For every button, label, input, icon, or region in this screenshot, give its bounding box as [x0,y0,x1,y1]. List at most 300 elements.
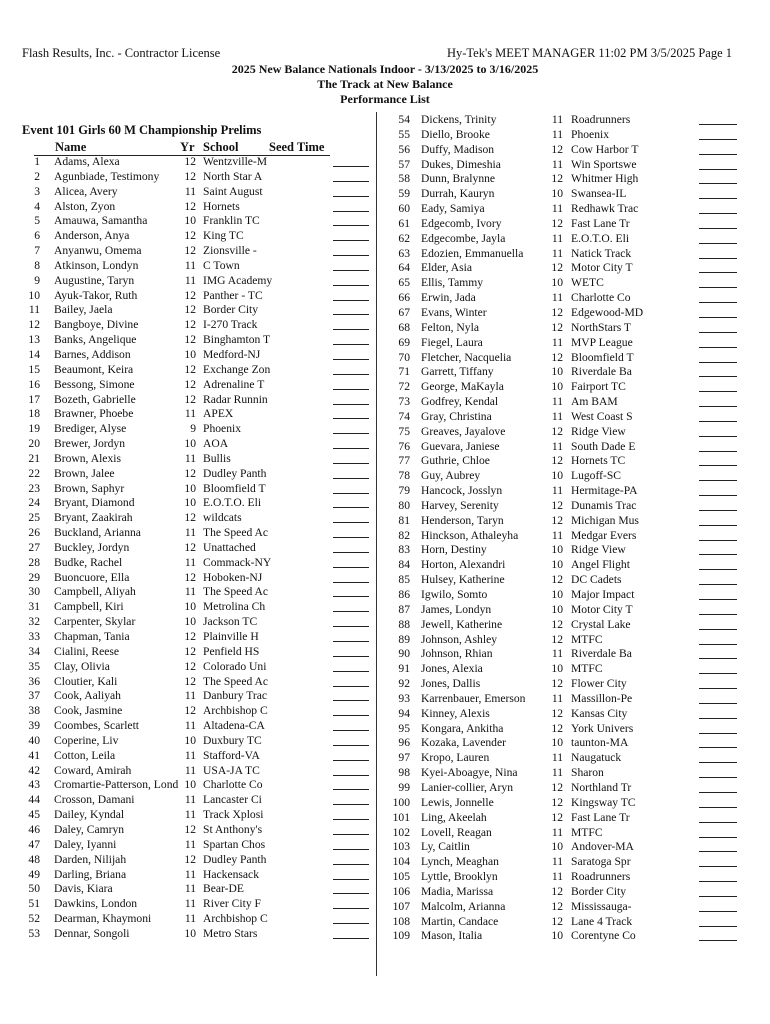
seed-time-blank [699,454,737,466]
athlete-school: Stafford-VA [203,748,260,762]
athlete-name: Henderson, Taryn [421,513,504,527]
athlete-school: Sharon [571,766,604,780]
athlete-year: 11 [184,748,196,762]
athlete-name: Duffy, Madison [421,142,495,156]
entry-number: 82 [398,528,410,542]
entry-number: 108 [392,914,410,928]
entry-number: 45 [28,808,40,822]
entry-number: 40 [28,733,40,747]
athlete-name: Lewis, Jonnelle [421,795,494,809]
athlete-year: 12 [184,169,196,183]
seed-time-blank [699,128,737,140]
entry-number: 75 [398,424,410,438]
entry-number: 17 [28,392,40,406]
entry-number: 107 [392,899,410,913]
entry-number: 65 [398,276,410,290]
entry-number: 51 [28,897,40,911]
athlete-year: 11 [551,528,563,542]
entry-number: 35 [28,659,40,673]
athlete-year: 10 [184,733,196,747]
seed-time-blank [699,870,737,882]
seed-time-blank [699,247,737,259]
seed-time-blank [699,588,737,600]
seed-time-blank [333,615,369,627]
athlete-year: 12 [551,810,563,824]
athlete-name: Budke, Rachel [54,555,123,569]
seed-time-blank [333,734,369,746]
athlete-year: 11 [184,837,196,851]
entry-number: 68 [398,320,410,334]
athlete-name: Chapman, Tania [54,630,130,643]
athlete-name: Darling, Briana [54,867,127,881]
entry-number: 28 [28,555,40,569]
seed-time-blank [699,143,737,155]
athlete-name: Brown, Jalee [54,466,115,480]
athlete-school: MTFC [571,662,603,676]
athlete-year: 12 [184,333,196,347]
athlete-year: 12 [551,142,563,156]
entry-number: 95 [398,721,410,735]
athlete-name: Augustine, Taryn [54,273,135,287]
athlete-school: Major Impact [571,588,635,601]
entry-number: 92 [398,677,410,691]
entry-number: 88 [398,617,410,631]
athlete-year: 10 [551,602,563,616]
athlete-name: Dailey, Kyndal [54,808,125,822]
license-text: Flash Results, Inc. - Contractor License [22,46,221,60]
athlete-year: 11 [551,246,563,260]
seed-time-blank [333,645,369,657]
seed-time-blank [699,603,737,615]
seed-time-blank [333,407,369,419]
athlete-school: Border City [203,303,259,317]
athlete-year: 10 [551,558,563,572]
athlete-year: 12 [184,540,196,554]
entry-number: 29 [28,570,40,584]
athlete-name: Erwin, Jada [421,291,476,305]
entry-number: 86 [398,588,410,601]
entry-number: 89 [398,632,410,646]
athlete-name: Godfrey, Kendal [421,395,499,409]
entry-number: 56 [398,142,410,156]
athlete-year: 10 [184,926,196,940]
athlete-name: Cromartie-Patterson, Lond [54,778,179,792]
athlete-school: Roadrunners [571,113,631,126]
athlete-school: Dunamis Trac [571,498,637,512]
entry-number: 12 [28,318,40,332]
athlete-year: 12 [551,216,563,230]
seed-time-blank [333,496,369,508]
athlete-name: Malcolm, Arianna [421,899,506,913]
entry-number: 67 [398,305,410,319]
athlete-school: Ridge View [571,543,626,557]
athlete-school: Hornets [203,199,240,213]
athlete-school: Northland Tr [571,780,632,794]
athlete-name: Dickens, Trinity [421,113,497,126]
athlete-school: Unattached [203,540,256,554]
athlete-name: Durrah, Kauryn [421,187,495,201]
athlete-name: Lovell, Reagan [421,825,492,839]
seed-time-blank [699,677,737,689]
athlete-school: Zionsville - [203,244,257,258]
entry-number: 72 [398,380,410,394]
athlete-school: Motor City T [571,602,633,616]
seed-time-blank [333,675,369,687]
entry-number: 20 [28,437,40,451]
seed-time-blank [333,452,369,464]
athlete-name: Ayuk-Takor, Ruth [54,288,138,302]
athlete-year: 11 [551,231,563,245]
seed-time-blank [699,766,737,778]
seed-time-blank [699,558,737,570]
athlete-name: Buckley, Jordyn [54,540,130,554]
athlete-school: Fast Lane Tr [571,216,630,230]
seed-time-blank [333,764,369,776]
entry-number: 52 [28,912,40,926]
athlete-school: Win Sportswe [571,157,637,171]
seed-time-blank [333,823,369,835]
seed-time-blank [333,155,369,167]
seed-time-blank [333,170,369,182]
athlete-year: 12 [551,795,563,809]
entry-number: 31 [28,600,40,614]
athlete-school: Fairport TC [571,380,626,394]
entry-number: 66 [398,291,410,305]
athlete-year: 11 [551,127,563,141]
athlete-year: 12 [551,172,563,186]
athlete-year: 11 [184,808,196,822]
athlete-school: Angel Flight [571,558,630,572]
athlete-name: Elder, Asia [421,261,473,275]
seed-time-blank [699,336,737,348]
entry-number: 47 [28,837,40,851]
athlete-name: Kinney, Alexis [421,706,490,720]
entry-number: 9 [34,273,40,287]
athlete-year: 12 [551,780,563,794]
athlete-name: Brediger, Alyse [54,422,127,436]
athlete-year: 10 [184,615,196,629]
athlete-school: IMG Academy [203,273,273,287]
entry-number: 21 [28,451,40,465]
seed-time-blank [333,927,369,939]
athlete-year: 11 [551,113,563,126]
athlete-school: Massillon-Pe [571,691,633,705]
athlete-school: Bullis [203,451,231,465]
athlete-school: Lancaster Ci [203,793,262,807]
athlete-year: 11 [184,555,196,569]
athlete-year: 12 [184,199,196,213]
seed-time-blank [699,217,737,229]
athlete-name: Eady, Samiya [421,202,485,216]
athlete-school: Whitmer High [571,172,639,186]
athlete-school: South Dade E [571,439,636,453]
entry-number: 60 [398,202,410,216]
entry-number: 16 [28,377,40,391]
athlete-year: 11 [551,439,563,453]
athlete-school: Bear-DE [203,882,244,896]
athlete-year: 9 [190,422,196,436]
athlete-name: Cook, Aaliyah [54,689,121,703]
entry-number: 7 [34,244,40,258]
athlete-name: Brawner, Phoebe [54,407,134,421]
athlete-school: Wentzville-M [203,155,268,168]
entry-number: 100 [392,795,410,809]
athlete-year: 11 [184,258,196,272]
athlete-school: AOA [203,437,229,451]
athlete-school: River City F [203,897,261,911]
seed-time-blank [333,689,369,701]
athlete-name: Brown, Alexis [54,451,121,465]
athlete-name: Jewell, Katherine [421,617,503,631]
athlete-year: 12 [184,318,196,332]
seed-time-blank [699,781,737,793]
athlete-year: 11 [551,647,563,661]
athlete-year: 11 [184,451,196,465]
entry-number: 90 [398,647,410,661]
entry-number: 62 [398,231,410,245]
athlete-school: Hoboken-NJ [203,570,263,584]
seed-time-blank [699,529,737,541]
seed-time-blank [333,393,369,405]
entry-number: 42 [28,763,40,777]
athlete-year: 11 [184,867,196,881]
athlete-school: West Coast S [571,409,633,423]
entry-number: 71 [398,365,410,379]
athlete-name: Evans, Winter [421,305,487,319]
entry-number: 64 [398,261,410,275]
meet-manager-header: Hy-Tek's MEET MANAGER 11:02 PM 3/5/2025 Page 1 [446,46,732,60]
athlete-year: 12 [551,305,563,319]
athlete-name: Bailey, Jaela [54,303,113,317]
entry-number: 25 [28,511,40,525]
athlete-name: Lynch, Meaghan [421,855,499,869]
seed-time-blank [699,929,737,941]
seed-time-blank [333,318,369,330]
entry-number: 8 [34,258,40,272]
entry-number: 43 [28,778,40,792]
entry-number: 32 [28,615,40,629]
athlete-school: Saratoga Spr [571,855,631,869]
athlete-school: Hornets TC [571,454,626,468]
athlete-name: Hinckson, Athaleyha [421,528,519,542]
entry-number: 99 [398,780,410,794]
athlete-year: 10 [551,187,563,201]
seed-time-blank [699,113,737,125]
entry-number: 46 [28,822,40,836]
entry-number: 23 [28,481,40,495]
athlete-year: 11 [184,407,196,421]
seed-time-blank [699,499,737,511]
athlete-name: James, Londyn [421,602,492,616]
seed-time-blank [333,348,369,360]
column-header-school: School [203,140,239,154]
athlete-school: Mississauga- [571,899,632,913]
athlete-year: 10 [551,929,563,943]
seed-time-blank [333,422,369,434]
athlete-school: Roadrunners [571,870,631,884]
athlete-name: Barnes, Addison [54,347,131,361]
seed-time-blank [333,185,369,197]
athlete-name: George, MaKayla [421,380,504,394]
athlete-year: 12 [551,424,563,438]
seed-time-blank [333,660,369,672]
athlete-school: Border City [571,884,627,898]
athlete-school: The Speed Ac [203,674,269,688]
seed-time-blank [699,410,737,422]
athlete-name: Guy, Aubrey [421,469,481,483]
athlete-year: 12 [184,570,196,584]
athlete-name: Daley, Iyanni [54,837,117,851]
athlete-school: Corentyne Co [571,929,636,943]
athlete-school: Track Xplosi [203,808,264,822]
athlete-name: Dunn, Bralynne [421,172,496,186]
entry-number: 34 [28,644,40,658]
athlete-name: Hancock, Josslyn [421,484,503,498]
seed-time-blank [333,526,369,538]
seed-time-blank [699,915,737,927]
athlete-school: The Speed Ac [203,585,269,599]
entry-number: 81 [398,513,410,527]
athlete-school: Danbury Trac [203,689,268,703]
athlete-name: Alston, Zyon [54,199,116,213]
athlete-school: Archbishop C [203,704,268,718]
entry-number: 10 [28,288,40,302]
athlete-year: 11 [184,912,196,926]
seed-time-blank [699,232,737,244]
athlete-year: 10 [184,600,196,614]
seed-time-blank [699,722,737,734]
athlete-name: Agunbiade, Testimony [54,169,160,183]
entry-number: 1 [34,155,40,168]
entry-number: 5 [34,214,40,228]
athlete-year: 12 [551,617,563,631]
athlete-school: Kingsway TC [571,795,636,809]
athlete-year: 11 [184,689,196,703]
seed-time-blank [699,380,737,392]
athlete-year: 12 [184,659,196,673]
athlete-name: Clay, Olivia [54,659,110,673]
athlete-name: Alicea, Avery [54,184,118,198]
athlete-school: Andover-MA [571,840,634,854]
seed-time-blank [699,187,737,199]
athlete-school: Cow Harbor T [571,142,639,156]
entry-number: 13 [28,333,40,347]
athlete-year: 12 [551,261,563,275]
entry-number: 38 [28,704,40,718]
athlete-year: 12 [551,320,563,334]
entry-number: 39 [28,719,40,733]
athlete-school: MTFC [571,825,603,839]
entry-number: 80 [398,498,410,512]
athlete-school: Fast Lane Tr [571,810,630,824]
athlete-name: Kyei-Aboagye, Nina [421,766,518,780]
column-header-yr: Yr [180,140,195,154]
athlete-school: Saint August [203,184,263,198]
athlete-year: 10 [551,736,563,750]
seed-time-blank [699,647,737,659]
athlete-year: 12 [184,852,196,866]
seed-time-blank [699,514,737,526]
athlete-school: Lane 4 Track [571,914,633,928]
seed-time-blank [699,826,737,838]
athlete-year: 11 [551,202,563,216]
athlete-school: APEX [203,407,234,421]
athlete-year: 10 [551,276,563,290]
athlete-school: Michigan Mus [571,513,639,527]
athlete-year: 11 [184,897,196,911]
seed-time-blank [699,291,737,303]
athlete-year: 12 [184,704,196,718]
athlete-year: 12 [551,454,563,468]
athlete-name: Edozien, Emmanuella [421,246,524,260]
athlete-name: Karrenbauer, Emerson [421,691,526,705]
athlete-school: I-270 Track [203,318,258,332]
seed-time-blank [333,467,369,479]
athlete-name: Mason, Italia [421,929,483,943]
seed-time-blank [333,482,369,494]
seed-time-blank [699,469,737,481]
athlete-name: Ellis, Tammy [421,276,484,290]
entry-number: 77 [398,454,410,468]
entry-number: 44 [28,793,40,807]
athlete-name: Amauwa, Samantha [54,214,148,228]
athlete-name: Johnson, Rhian [421,647,493,661]
athlete-year: 11 [184,273,196,287]
seed-time-blank [333,511,369,523]
entry-number: 83 [398,543,410,557]
entry-number: 22 [28,466,40,480]
athlete-school: USA-JA TC [203,763,260,777]
athlete-school: Bloomfield T [203,481,266,495]
athlete-year: 12 [551,914,563,928]
athlete-year: 11 [184,719,196,733]
athlete-year: 12 [551,721,563,735]
athlete-name: Edgecombe, Jayla [421,231,506,245]
athlete-name: Kozaka, Lavender [421,736,506,750]
meet-title: 2025 New Balance Nationals Indoor - 3/13/2025 to 3/16/2025 [231,62,539,76]
seed-time-blank [333,853,369,865]
athlete-name: Beaumont, Keira [54,362,134,376]
athlete-year: 10 [184,481,196,495]
athlete-school: Hackensack [203,867,260,881]
athlete-year: 11 [184,585,196,599]
athlete-year: 11 [184,526,196,540]
athlete-school: Charlotte Co [203,778,263,792]
seed-time-blank [333,600,369,612]
athlete-school: Duxbury TC [203,733,262,747]
athlete-name: Crosson, Damani [54,793,135,807]
entry-number: 76 [398,439,410,453]
athlete-year: 10 [551,380,563,394]
entry-number: 97 [398,751,410,765]
athlete-year: 12 [184,674,196,688]
athlete-name: Bozeth, Gabrielle [54,392,136,406]
athlete-name: Jones, Alexia [421,662,483,676]
athlete-school: Franklin TC [203,214,260,228]
seed-time-blank [699,261,737,273]
athlete-name: Johnson, Ashley [421,632,498,646]
athlete-school: York Univers [571,721,634,735]
athlete-year: 12 [551,899,563,913]
entry-number: 61 [398,216,410,230]
athlete-school: Hermitage-PA [571,484,638,498]
athlete-year: 12 [184,511,196,525]
athlete-school: North Star A [203,169,263,183]
athlete-name: Harvey, Serenity [421,498,499,512]
athlete-school: Plainville H [203,630,259,643]
athlete-name: Cloutier, Kali [54,674,118,688]
seed-time-blank [333,229,369,241]
